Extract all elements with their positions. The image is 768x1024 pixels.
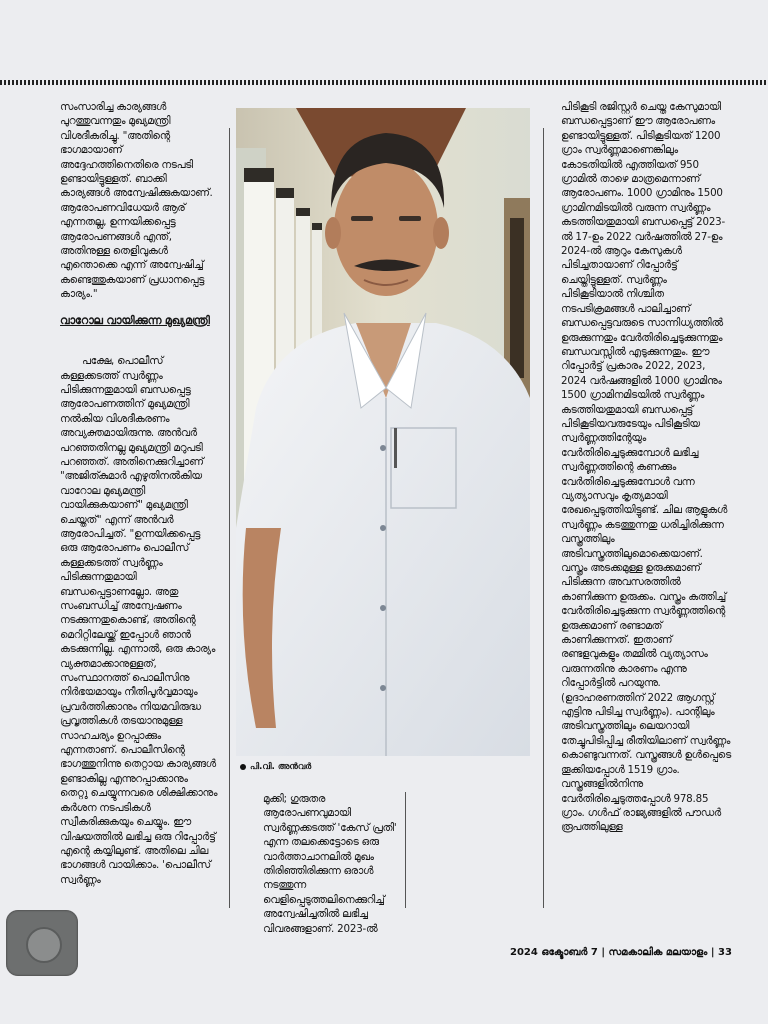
home-button[interactable] <box>6 910 78 976</box>
paragraph: മുക്കി; ഗുരുതര ആരോപണവുമായി സ്വർണ്ണക്കടത്ത് 'കേസ് പ്രതി' എന്ന തലക്കെട്ടോടെ ഒരു വാർത്താചാനലിൽ മുഖം തിരിഞ്ഞിരിക്കുന്ന ഒരാൾ നടത്തുന്ന വെളിപ്പെടുത്തലിനെക്കുറിച്ച് അന്വേഷിച്ചതിൽ ലഭിച്ച വിവരങ്ങളാണ്. 2023-ൽ <box>263 793 397 935</box>
portrait-photo <box>236 108 530 756</box>
column-divider <box>229 128 230 908</box>
column-divider <box>405 792 406 908</box>
paragraph: പിടികൂടി രജിസ്റ്റർ ചെയ്ത കേസുമായി ബന്ധപ്പെട്ടാണ് ഈ ആരോപണം ഉണ്ടായിട്ടുള്ളത്. പിടികൂടിയത് 1200 ഗ്രാം സ്വർണ്ണമാണെങ്കിലും കോടതിയിൽ എത്തിയത് 950 ഗ്രാമിൽ താഴെ മാത്രമെന്നാണ് ആരോപണം. 1000 ഗ്രാമിനും 1500 ഗ്രാമിനമിടയിൽ വരുന്ന സ്വർണ്ണം കടത്തിയതുമായി ബന്ധപ്പെട്ട് 2023-ൽ 17-ഉം 2022 വർഷത്തിൽ 27-ഉം 2024-ൽ ആറും കേസുകൾ പിടിച്ചതായാണ് റിപ്പോർട്ട് ചെയ്തിട്ടുള്ളത്. സ്വർണ്ണം പിടികൂടിയാൽ നിശ്ചിത നടപടിക്രമങ്ങൾ പാലിച്ചാണ് ബന്ധപ്പെട്ടവരുടെ സാന്നിധ്യത്തിൽ ഉരുക്കുന്നതും വേർതിരിച്ചെടുക്കുന്നതും ബന്ധവസ്സിൽ എടുക്കുന്നതും. ഈ റിപ്പോർട്ട് പ്രകാരം 2022, 2023, 2024 വർഷങ്ങളിൽ 1000 ഗ്രാമിനും 1500 ഗ്രാമിനമിടയിൽ സ്വർണ്ണം കടത്തിയതുമായി ബന്ധപ്പെട്ട് പിടികൂടിയവരുടേയും പിടികൂടിയ സ്വർണ്ണത്തിന്റേയും വേർതിരിച്ചെടുക്കുമ്പോൾ ലഭിച്ച സ്വർണ്ണത്തിന്റെ കണക്കും വേർതിരിച്ചെടുക്കുമ്പോൾ വന്ന വ്യത്യാസവും കൃത്യമായി രേഖപ്പെടുത്തിയിട്ടുണ്ട്. ചില ആളുകൾ സ്വർണ്ണം കടത്തുന്നതു ധരിച്ചിരിക്കുന്ന വസ്ത്രത്തിലും അടിവസ്ത്രത്തിലുമൊക്കെയാണ്. വസ്ത്രം അടക്കമുള്ള ഉരുക്കമാണ് പിടിക്കുന്ന അവസരത്തിൽ കാണിക്കുന്ന ഉരുക്കം. വസ്ത്രം കത്തിച്ച് വേർതിരിച്ചെടുക്കുന്ന സ്വർണ്ണത്തിന്റെ ഉരുക്കമാണ് രണ്ടാമത് കാണിക്കുന്നത്. ഇതാണ് രണ്ടളവുകളും തമ്മിൽ വ്യത്യാസം വരുന്നതിനു കാരണം എന്നു റിപ്പോർട്ടിൽ പറയുന്നു. (ഉദാഹരണത്തിന് 2022 ആഗസ്റ്റ് എട്ടിനു പിടിച്ച സ്വർണ്ണം). പാന്റിലും അടിവസ്ത്രത്തിലും ലെയറായി തേച്ചുപിടിപ്പിച്ച രീതിയിലാണ് സ്വർണ്ണം കൊണ്ടുവന്നത്. വസ്ത്രങ്ങൾ ഉൾപ്പെടെ തൂക്കിയപ്പോൾ 1519 ഗ്രാം. വസ്ത്രങ്ങളിൽനിന്നു വേർതിരിച്ചെടുത്തപ്പോൾ 978.85 ഗ്രാം. ഗൾഫ് രാജ്യങ്ങളിൽ പൗഡർ രൂപത്തിലുള്ള <box>561 101 731 834</box>
home-circle-icon <box>26 927 62 963</box>
bullet-icon <box>240 764 246 770</box>
page-footer: 2024 ഒക്ടോബർ 7 | സമകാലിക മലയാളം | 33 <box>510 947 732 958</box>
header-dotted-rule <box>0 80 768 85</box>
paragraph: പക്ഷേ, പൊലീസ് കള്ളക്കടത്ത് സ്വർണ്ണം പിടിക്കുന്നതുമായി ബന്ധപ്പെട്ട ആരോപണത്തിന് മുഖ്യമന്ത്രി നൽകിയ വിശദീകരണം അവ്യക്തമായിരുന്നു. അൻവർ പറഞ്ഞതിനല്ല മുഖ്യമന്ത്രി മറുപടി പറഞ്ഞത്. അതിനെക്കുറിച്ചാണ് "അജിത്കുമാർ എഴുതിനൽകിയ വാറോല മുഖ്യമന്ത്രി വായിക്കുകയാണ്" മുഖ്യമന്ത്രി ചെയ്തത്" എന്ന് അൻവർ ആരോപിച്ചത്. "ഉന്നയിക്കപ്പെട്ട ഒരു ആരോപണം പൊലീസ് കള്ളക്കടത്ത് സ്വർണ്ണം പിടിക്കുന്നതുമായി ബന്ധപ്പെട്ടാണല്ലോ. അതു സംബന്ധിച്ച് അന്വേഷണം നടക്കുന്നതുകൊണ്ട്, അതിന്റെ മെറിറ്റിലേയ്ക്ക് ഇപ്പോൾ ഞാൻ കടക്കുന്നില്ല. എന്നാൽ, ഒരു കാര്യം വ്യക്തമാക്കാനുള്ളത്, സംസ്ഥാനത്ത് പൊലീസിനു നിർഭയമായും നീതിപൂർവ്വമായും പ്രവർത്തിക്കാനും നിയമവിരുദ്ധ പ്രവൃത്തികൾ തടയാനുമുള്ള സാഹചര്യം ഉറപ്പാക്കും എന്നതാണ്. പൊലീസിന്റെ ഭാഗത്തുനിന്നു തെറ്റായ കാര്യങ്ങൾ ഉണ്ടാകില്ല എന്നുറപ്പാക്കാനും തെറ്റു ചെയ്യുന്നവരെ ശിക്ഷിക്കാനും കർശന നടപടികൾ സ്വീകരിക്കുകയും ചെയ്യും. ഈ വിഷയത്തിൽ ലഭിച്ച ഒരു റിപ്പോർട്ട് എന്റെ കയ്യിലുണ്ട്. അതിലെ ചില ഭാഗങ്ങൾ വായിക്കാം. 'പൊലീസ് സ്വർണ്ണം <box>60 355 218 886</box>
text-column-1 <box>60 100 218 887</box>
text-column-2 <box>263 792 403 936</box>
text-column-3 <box>561 100 731 835</box>
subheading: വാറോല വായിക്കുന്ന മുഖ്യമന്ത്രി <box>60 313 210 327</box>
photo-caption <box>240 762 311 772</box>
column-divider <box>543 128 544 908</box>
paragraph: സംസാരിച്ച കാര്യങ്ങൾ പുറത്തുവന്നതും മുഖ്യമന്ത്രി വിശദീകരിച്ചു. "അതിന്റെ ഭാഗമായാണ് അദ്ദേഹത്തിനെതിരെ നടപടി ഉണ്ടായിട്ടുള്ളത്. ബാക്കി കാര്യങ്ങൾ അന്വേഷിക്കുകയാണ്. ആരോപണവിധേയർ ആര് എന്നതല്ല, ഉന്നയിക്കപ്പെട്ട ആരോപണങ്ങൾ എന്ത്, അതിനുള്ള തെളിവുകൾ എന്തൊക്കെ എന്ന് അന്വേഷിച്ച് കണ്ടെത്തുകയാണ് പ്രധാനപ്പെട്ട കാര്യം." <box>60 101 213 301</box>
caption-text: പി.വി. അൻവർ <box>250 762 312 772</box>
